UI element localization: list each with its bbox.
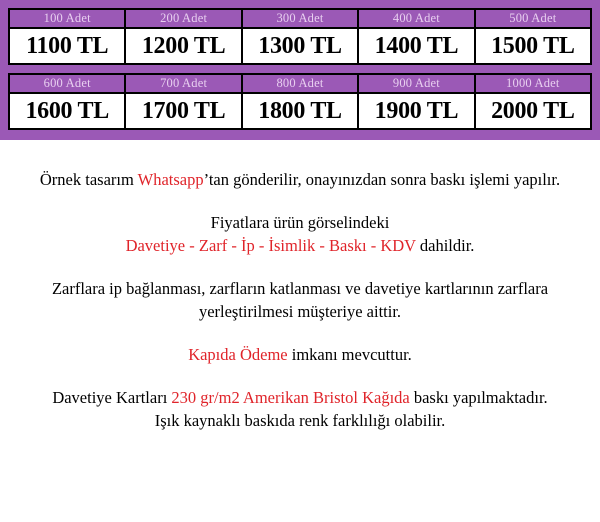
price-value: 1400 TL <box>374 33 459 59</box>
price-cell <box>359 75 475 128</box>
price-cell <box>10 10 126 63</box>
note-line <box>10 386 590 409</box>
note-included <box>10 211 590 257</box>
price-value: 1600 TL <box>25 98 109 124</box>
quantity-label: 700 Adet <box>126 75 240 94</box>
quantity-label: 600 Adet <box>10 75 124 94</box>
note-text: imkanı mevcuttur. <box>287 345 412 364</box>
note-text: ’tan gönderilir, onayınızdan sonra baskı işlemi yapılır. <box>203 170 561 189</box>
price-value: 1800 TL <box>258 98 342 124</box>
price-cell <box>476 10 590 63</box>
note-whatsapp <box>10 168 590 191</box>
note-text: Davetiye Kartları <box>52 388 172 407</box>
note-highlight: Kapıda Ödeme <box>188 345 288 364</box>
price-cell <box>243 10 359 63</box>
note-text: Zarflara ip bağlanması, zarfların katlanması ve davetiye kartlarının zarflara <box>51 279 549 298</box>
note-text: yerleştirilmesi müşteriye aittir. <box>198 302 402 321</box>
price-cell <box>359 10 475 63</box>
price-cell <box>243 75 359 128</box>
note-text: Örnek tasarım <box>39 170 138 189</box>
note-paper-type <box>10 386 590 432</box>
quantity-label: 500 Adet <box>476 10 590 29</box>
price-cell <box>126 75 242 128</box>
price-row <box>8 8 592 65</box>
price-cell <box>476 75 590 128</box>
price-value: 1500 TL <box>491 33 575 59</box>
price-cell <box>126 10 242 63</box>
price-value: 1900 TL <box>374 98 459 124</box>
note-highlight: Whatsapp <box>137 170 204 189</box>
price-cell <box>10 75 126 128</box>
price-value: 1100 TL <box>26 33 109 59</box>
quantity-label: 400 Adet <box>359 10 473 29</box>
price-value: 1700 TL <box>141 98 226 124</box>
note-text: dahildir. <box>415 236 475 255</box>
quantity-label: 100 Adet <box>10 10 124 29</box>
price-value: 1200 TL <box>141 33 226 59</box>
note-highlight: Davetiye - Zarf - İp - İsimlik - Baskı - KDV <box>125 236 416 255</box>
quantity-label: 800 Adet <box>243 75 357 94</box>
price-value: 1300 TL <box>258 33 342 59</box>
quantity-label: 900 Adet <box>359 75 473 94</box>
quantity-label: 1000 Adet <box>476 75 590 94</box>
note-cash-on-delivery <box>10 343 590 366</box>
note-customer-responsibility <box>10 277 590 323</box>
info-notes <box>0 140 600 432</box>
price-table-panel <box>0 0 600 140</box>
note-text: Işık kaynaklı baskıda renk farklılığı olabilir. <box>154 411 446 430</box>
price-row <box>8 73 592 130</box>
note-text: baskı yapılmaktadır. <box>409 388 548 407</box>
note-text: Fiyatlara ürün görselindeki <box>210 213 390 232</box>
quantity-label: 300 Adet <box>243 10 357 29</box>
note-highlight: 230 gr/m2 Amerikan Bristol Kağıda <box>171 388 410 407</box>
quantity-label: 200 Adet <box>126 10 240 29</box>
price-value: 2000 TL <box>491 98 575 124</box>
